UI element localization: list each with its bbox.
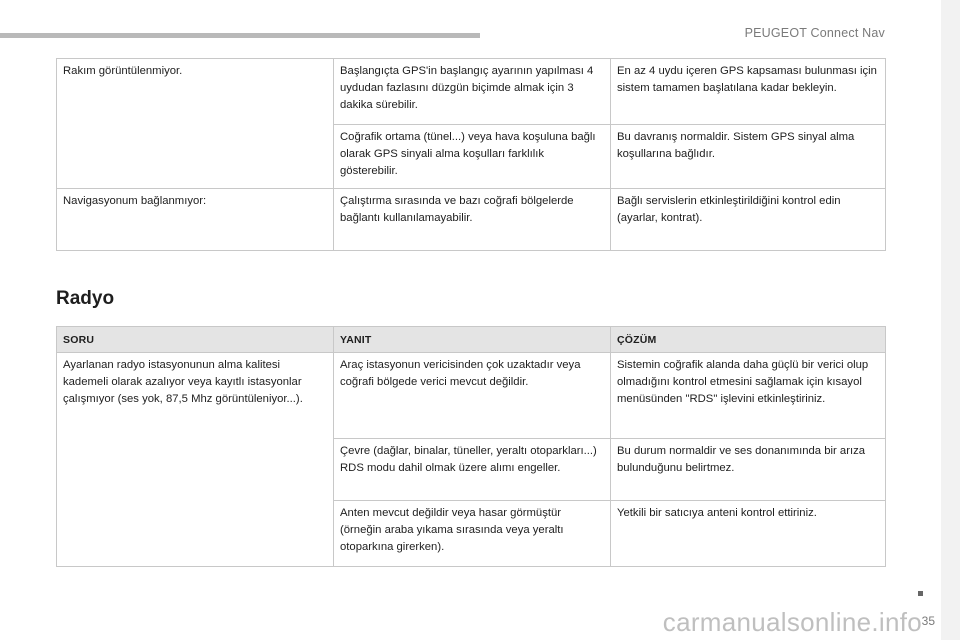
column-header-question: SORU xyxy=(57,327,334,353)
header-bar xyxy=(0,33,480,38)
column-header-solution: ÇÖZÜM xyxy=(611,327,886,353)
question-cell: Rakım görüntülenmiyor. xyxy=(57,59,334,189)
side-strip xyxy=(941,0,960,640)
bullet-marker xyxy=(918,591,923,596)
solution-cell: Yetkili bir satıcıya anteni kontrol ettiriniz. xyxy=(611,501,886,567)
page-number: 35 xyxy=(921,614,935,628)
solution-cell: Bu davranış normaldir. Sistem GPS sinyal alma koşullarına bağlıdır. xyxy=(611,125,886,189)
answer-cell: Çevre (dağlar, binalar, tüneller, yeraltı otoparkları...) RDS modu dahil olmak üzere alımı engeller. xyxy=(334,439,611,501)
table-row xyxy=(57,189,886,251)
table-row xyxy=(57,353,886,439)
answer-cell: Çalıştırma sırasında ve bazı coğrafi bölgelerde bağlantı kullanılamayabilir. xyxy=(334,189,611,251)
column-header-answer: YANIT xyxy=(334,327,611,353)
radio-troubleshooting-table xyxy=(56,326,886,567)
solution-cell: Sistemin coğrafik alanda daha güçlü bir verici olup olmadığını kontrol etmesini sağlamak için kısayol menüsünden "RDS" işlevini etkinleştiriniz. xyxy=(611,353,886,439)
answer-cell: Araç istasyonun vericisinden çok uzaktadır veya coğrafi bölgede verici mevcut değildir. xyxy=(334,353,611,439)
table-header-row xyxy=(57,327,886,353)
solution-cell: Bu durum normaldir ve ses donanımında bir arıza bulunduğunu belirtmez. xyxy=(611,439,886,501)
question-cell: Navigasyonum bağlanmıyor: xyxy=(57,189,334,251)
solution-cell: Bağlı servislerin etkinleştirildiğini kontrol edin (ayarlar, kontrat). xyxy=(611,189,886,251)
gps-troubleshooting-table xyxy=(56,58,886,251)
answer-cell: Coğrafik ortama (tünel...) veya hava koşuluna bağlı olarak GPS sinyali alma koşulları farklılık gösterebilir. xyxy=(334,125,611,189)
answer-cell: Başlangıçta GPS'in başlangıç ayarının yapılması 4 uydudan fazlasını düzgün biçimde almak için 3 dakika sürebilir. xyxy=(334,59,611,125)
question-cell: Ayarlanan radyo istasyonunun alma kalitesi kademeli olarak azalıyor veya kayıtlı istasyonlar çalışmıyor (ses yok, 87,5 Mhz görüntüleniyor...). xyxy=(57,353,334,567)
header-title: PEUGEOT Connect Nav xyxy=(744,26,885,40)
watermark: carmanualsonline.info xyxy=(662,607,922,637)
solution-cell: En az 4 uydu içeren GPS kapsaması bulunması için sistem tamamen başlatılana kadar bekleyin. xyxy=(611,59,886,125)
answer-cell: Anten mevcut değildir veya hasar görmüştür (örneğin araba yıkama sırasında veya yeraltı otoparkına girerken). xyxy=(334,501,611,567)
section-title: Radyo xyxy=(56,288,115,309)
table-row xyxy=(57,59,886,125)
